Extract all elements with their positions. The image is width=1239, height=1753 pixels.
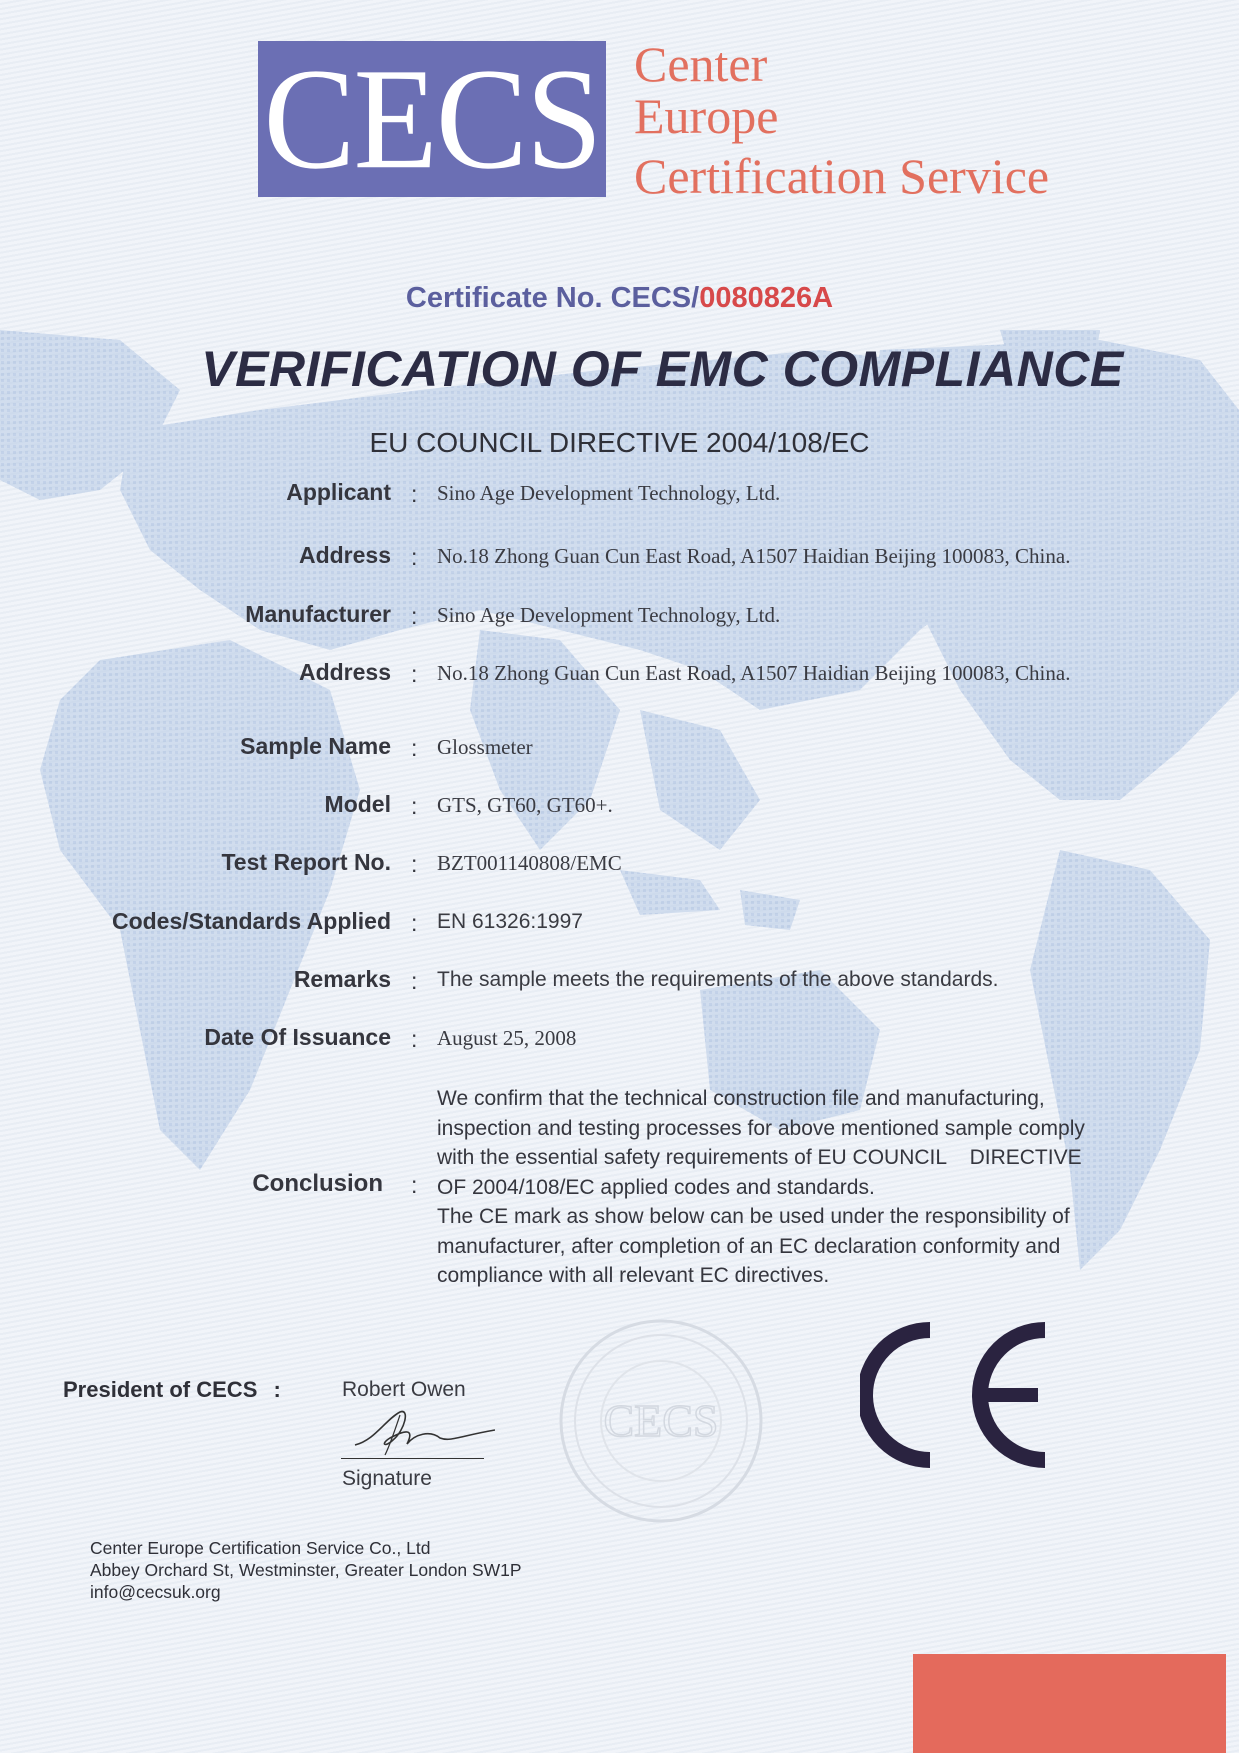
field-label: Sample Name bbox=[240, 733, 391, 759]
field-label: Manufacturer bbox=[245, 601, 391, 627]
field-colon: : bbox=[273, 1377, 281, 1402]
field-colon: : bbox=[411, 735, 418, 761]
field-colon: : bbox=[411, 1172, 418, 1198]
field-value: BZT001140808/EMC bbox=[437, 851, 622, 875]
ce-mark-icon bbox=[860, 1320, 1060, 1470]
field-row-manufacturer-address bbox=[0, 657, 1239, 691]
logo-line-3: Certification Service bbox=[634, 148, 1050, 204]
corner-accent-block bbox=[913, 1654, 1226, 1753]
certificate-prefix: Certificate No. CECS/ bbox=[405, 282, 700, 314]
signature-label: Signature bbox=[342, 1467, 432, 1490]
field-value: GTS, GT60, GT60+. bbox=[437, 793, 613, 817]
field-colon: : bbox=[411, 603, 418, 629]
field-value: The sample meets the requirements of the above standards. bbox=[437, 968, 999, 991]
conclusion-line: with the essential safety requirements of EU COUNCIL DIRECTIVE bbox=[437, 1146, 1082, 1169]
field-label: Applicant bbox=[286, 479, 391, 505]
field-label: Model bbox=[324, 791, 391, 817]
field-colon: : bbox=[411, 481, 418, 507]
president-label bbox=[63, 1377, 281, 1403]
seal-text: CECS bbox=[603, 1395, 719, 1446]
field-value: EN 61326:1997 bbox=[437, 910, 583, 933]
field-value: Sino Age Development Technology, Ltd. bbox=[437, 603, 781, 627]
field-row-manufacturer bbox=[0, 599, 1239, 633]
embossed-seal bbox=[556, 1316, 766, 1526]
logo-wordmark bbox=[634, 38, 1049, 202]
field-row-applicant-address bbox=[0, 540, 1239, 574]
conclusion-line: compliance with all relevant EC directives. bbox=[437, 1264, 830, 1287]
conclusion-line: We confirm that the technical construction file and manufacturing, bbox=[437, 1087, 1045, 1110]
signature-line bbox=[341, 1458, 484, 1459]
footer-contact bbox=[90, 1537, 522, 1603]
field-value: Sino Age Development Technology, Ltd. bbox=[437, 481, 781, 505]
handwritten-signature bbox=[345, 1400, 495, 1460]
footer-address: Abbey Orchard St, Westminster, Greater London SW1P bbox=[90, 1560, 522, 1580]
field-colon: : bbox=[411, 661, 418, 687]
field-row-standards bbox=[0, 906, 1239, 940]
directive-subtitle: EU COUNCIL DIRECTIVE 2004/108/EC bbox=[369, 427, 870, 458]
field-label: Codes/Standards Applied bbox=[111, 908, 391, 934]
certificate-number-value: 0080826A bbox=[699, 282, 834, 314]
field-label: Address bbox=[298, 659, 391, 685]
field-value: Glossmeter bbox=[437, 735, 533, 759]
page-title: VERIFICATION OF EMC COMPLIANCE bbox=[201, 341, 1124, 397]
footer-email: info@cecsuk.org bbox=[90, 1582, 221, 1602]
conclusion-line: inspection and testing processes for above mentioned sample comply bbox=[437, 1116, 1085, 1140]
field-row-test-report bbox=[0, 847, 1239, 881]
field-colon: : bbox=[411, 910, 418, 936]
field-row-remarks bbox=[0, 964, 1239, 998]
president-name: Robert Owen bbox=[342, 1378, 466, 1401]
field-row-date-of-issuance bbox=[0, 1022, 1239, 1056]
logo-mark bbox=[258, 38, 606, 199]
certificate-number bbox=[0, 282, 1239, 315]
field-value: August 25, 2008 bbox=[437, 1026, 577, 1050]
field-row-model bbox=[0, 789, 1239, 823]
field-colon: : bbox=[411, 793, 418, 819]
conclusion-line: The CE mark as show below can be used under the responsibility of bbox=[437, 1205, 1070, 1228]
field-colon: : bbox=[411, 968, 418, 994]
logo-mark-text: CECS bbox=[263, 38, 601, 199]
logo-line-2: Europe bbox=[634, 88, 779, 144]
field-label: Remarks bbox=[293, 966, 391, 992]
field-colon: : bbox=[411, 544, 418, 570]
logo-line-1: Center bbox=[634, 36, 768, 92]
conclusion-label: Conclusion bbox=[252, 1170, 383, 1197]
footer-company: Center Europe Certification Service Co., Ltd bbox=[90, 1538, 431, 1558]
president-label-text: President of CECS bbox=[63, 1377, 258, 1402]
field-label: Date Of Issuance bbox=[204, 1024, 391, 1050]
conclusion-text bbox=[437, 1084, 1117, 1291]
field-colon: : bbox=[411, 1026, 418, 1052]
field-row-sample-name bbox=[0, 731, 1239, 765]
field-label: Test Report No. bbox=[221, 849, 391, 875]
field-colon: : bbox=[411, 851, 418, 877]
field-value: No.18 Zhong Guan Cun East Road, A1507 Haidian Beijing 100083, China. bbox=[437, 544, 1071, 568]
field-row-applicant bbox=[0, 477, 1239, 511]
conclusion-line: manufacturer, after completion of an EC declaration conformity and bbox=[437, 1234, 1061, 1258]
field-label: Address bbox=[298, 542, 391, 568]
conclusion-line: OF 2004/108/EC applied codes and standards. bbox=[437, 1175, 875, 1199]
field-value: No.18 Zhong Guan Cun East Road, A1507 Haidian Beijing 100083, China. bbox=[437, 661, 1071, 685]
